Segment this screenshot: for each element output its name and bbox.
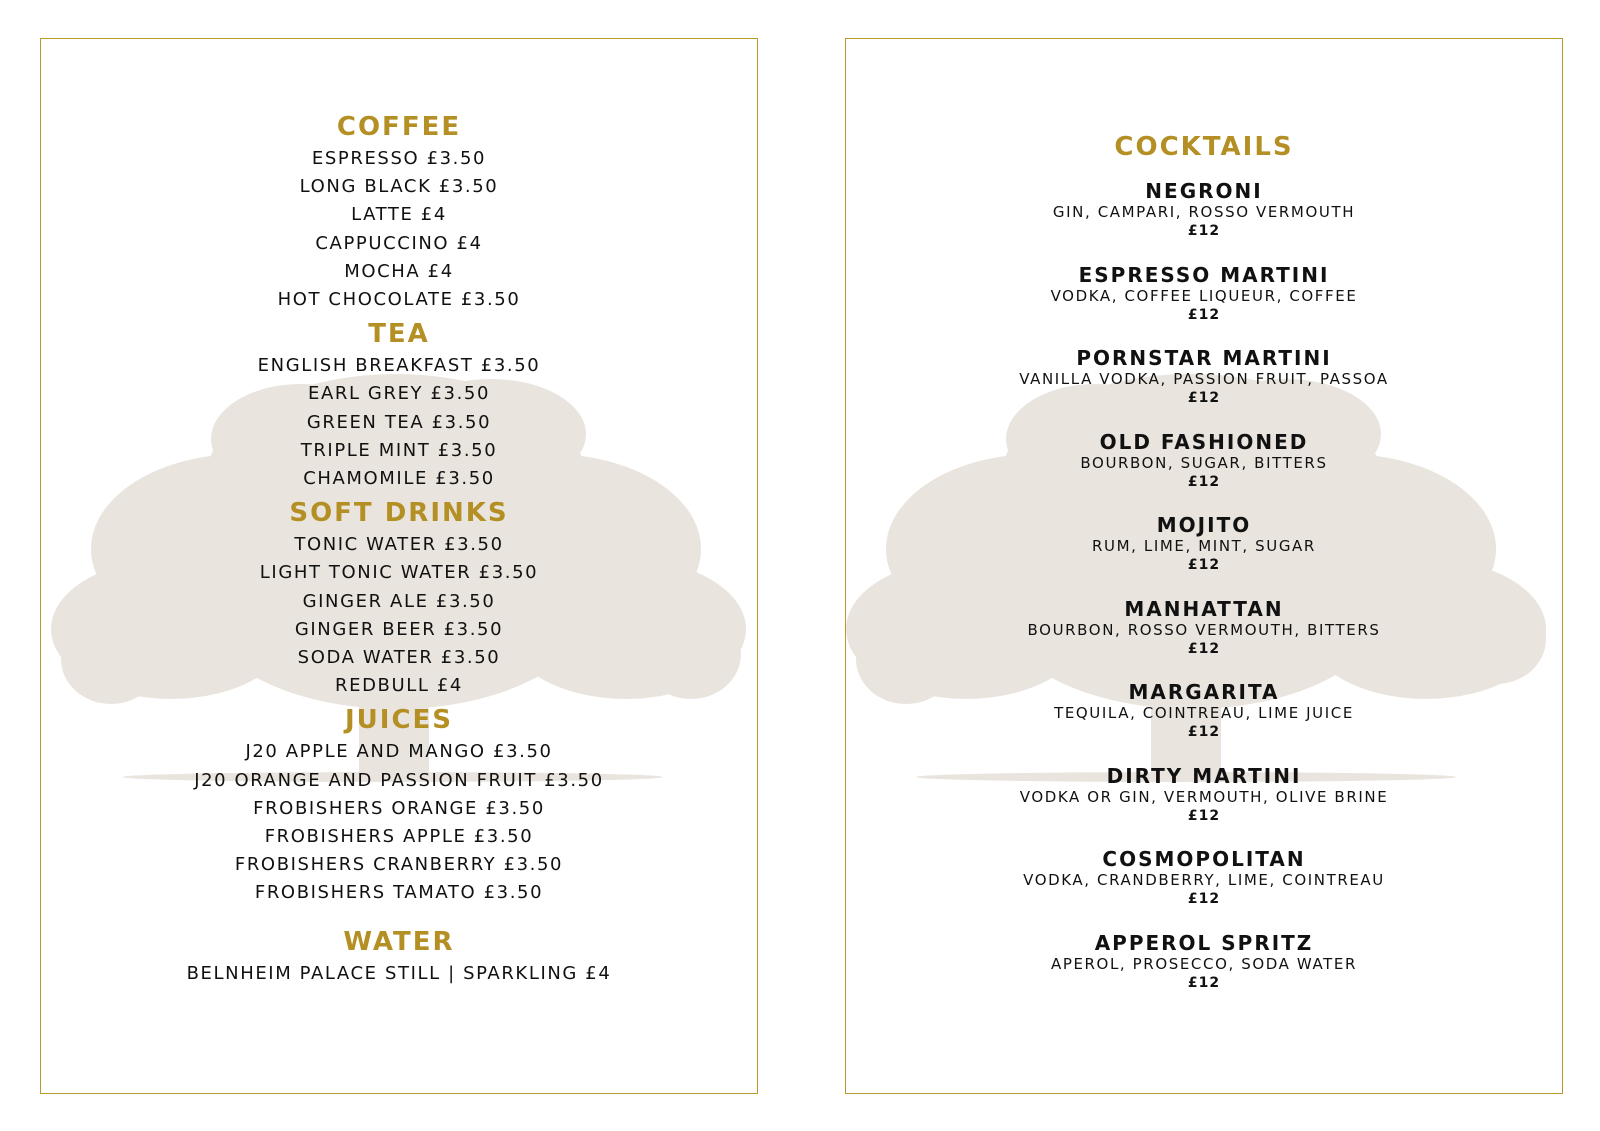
cocktail-price: £12 [1187,974,1221,991]
menu-item: FROBISHERS CRANBERRY £3.50 [234,854,564,876]
menu-section-tea [41,320,757,493]
menu-item: REDBULL £4 [335,675,463,697]
cocktail-item [846,513,1562,597]
menu-item: LONG BLACK £3.50 [299,176,499,198]
menu-item: CAPPUCCINO £4 [315,232,483,254]
cocktail-name: MANHATTAN [1124,596,1284,621]
cocktail-price: £12 [1187,640,1221,657]
menu-item: J20 ORANGE AND PASSION FRUIT £3.50 [194,769,604,791]
menu-section-coffee [41,113,757,314]
cocktail-ingredients: APEROL, PROSECCO, SODA WATER [1050,954,1358,973]
cocktail-price: £12 [1187,807,1221,824]
menu-item: MOCHA £4 [344,260,454,282]
menu-section-juices [41,706,757,907]
cocktail-ingredients: TEQUILA, COINTREAU, LIME JUICE [1054,704,1354,722]
cocktail-name: MOJITO [1156,513,1252,537]
menu-item: GINGER BEER £3.50 [294,618,504,640]
menu-item: GINGER ALE £3.50 [302,590,496,612]
cocktail-name: PORNSTAR MARTINI [1076,346,1332,370]
cocktail-price: £12 [1187,473,1221,490]
cocktail-ingredients: BOURBON, SUGAR, BITTERS [1080,453,1328,472]
cocktail-ingredients: BOURBON, ROSSO VERMOUTH, BITTERS [1027,620,1381,639]
cocktails-list [846,39,1562,1014]
menu-item: TRIPLE MINT £3.50 [300,439,498,461]
cocktail-name: ESPRESSO MARTINI [1078,262,1330,287]
cocktail-ingredients: VODKA, CRANDBERRY, LIME, COINTREAU [1023,871,1385,889]
menu-item: FROBISHERS APPLE £3.50 [264,826,534,848]
menu-section-soft-drinks [41,499,757,700]
section-heading: TEA [368,319,430,350]
cocktail-price: £12 [1187,306,1221,323]
menu-item: LIGHT TONIC WATER £3.50 [259,562,539,584]
cocktail-item [846,764,1562,848]
menu-item: EARL GREY £3.50 [307,383,491,405]
menu-item: ESPRESSO £3.50 [311,148,487,169]
section-heading: SOFT DRINKS [289,498,509,529]
menu-item: GREEN TEA £3.50 [306,411,492,433]
drinks-menu-panel [40,38,758,1094]
cocktail-price: £12 [1187,724,1221,740]
cocktail-item [846,680,1562,764]
menu-item: LATTE £4 [351,204,447,226]
cocktail-ingredients: VODKA, COFFEE LIQUEUR, COFFEE [1050,286,1358,305]
cocktail-name: OLD FASHIONED [1099,429,1309,454]
section-heading: JUICES [344,705,454,736]
section-heading: WATER [343,926,455,957]
cocktail-item [846,430,1562,514]
menu-item: J20 APPLE AND MANGO £3.50 [245,741,553,763]
cocktails-heading: COCKTAILS [1114,132,1294,162]
menu-item: FROBISHERS ORANGE £3.50 [253,797,545,819]
menu-item: ENGLISH BREAKFAST £3.50 [257,355,541,377]
cocktail-ingredients: VODKA OR GIN, VERMOUTH, OLIVE BRINE [1019,787,1389,806]
menu-section-water [41,928,757,988]
cocktail-ingredients: GIN, CAMPARI, ROSSO VERMOUTH [1052,203,1356,221]
cocktail-item [846,847,1562,931]
cocktail-item [846,931,1562,1015]
cocktail-price: £12 [1187,223,1221,239]
cocktail-name: NEGRONI [1145,179,1263,203]
drinks-list [41,39,757,988]
cocktail-item [846,263,1562,347]
menu-item: BELNHEIM PALACE STILL | SPARKLING £4 [186,962,612,984]
cocktail-price: £12 [1187,390,1221,406]
cocktail-item [846,346,1562,430]
section-heading: COFFEE [336,112,462,142]
cocktails-menu-panel [845,38,1563,1094]
cocktail-item [846,597,1562,681]
menu-item: SODA WATER £3.50 [297,647,501,669]
cocktail-name: APPEROL SPRITZ [1094,930,1314,955]
menu-item: FROBISHERS TAMATO £3.50 [254,882,544,904]
menu-item: TONIC WATER £3.50 [294,534,504,556]
cocktail-price: £12 [1187,891,1221,907]
cocktail-name: DIRTY MARTINI [1106,763,1302,788]
cocktail-name: COSMOPOLITAN [1102,847,1306,871]
menu-item: HOT CHOCOLATE £3.50 [277,289,521,311]
cocktail-price: £12 [1187,557,1221,573]
cocktail-ingredients: VANILLA VODKA, PASSION FRUIT, PASSOA [1019,370,1389,388]
cocktail-name: MARGARITA [1128,680,1280,704]
cocktail-item [846,179,1562,263]
cocktail-ingredients: RUM, LIME, MINT, SUGAR [1092,537,1316,555]
menu-item: CHAMOMILE £3.50 [303,468,495,490]
